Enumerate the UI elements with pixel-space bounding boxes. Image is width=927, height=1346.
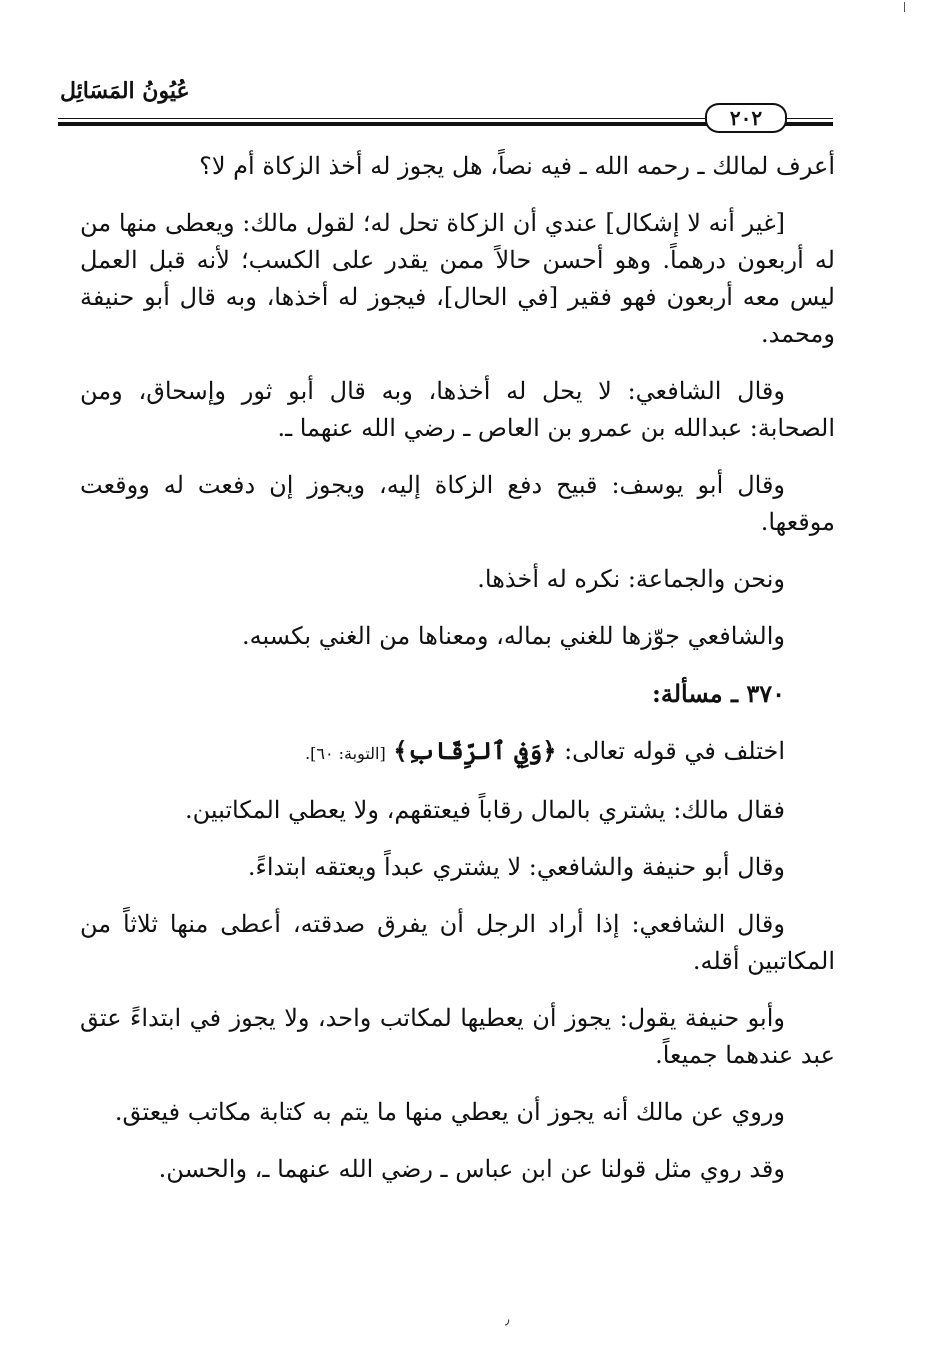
page-number: ٢٠٢	[729, 106, 763, 130]
paragraph-4: وقال أبو يوسف: قبيح دفع الزكاة إليه، ويجوز إن دفعت له ووقعت موقعها.	[80, 471, 835, 536]
quran-intro: اختلف في قوله تعالى:	[564, 737, 785, 765]
paragraph-3: وقال الشافعي: لا يحل له أخذها، وبه قال أبو ثور وإسحاق، ومن الصحابة: عبدالله بن عمرو بن العاص ـ رضي الله عنهما ـ.	[80, 377, 835, 442]
paragraph-9: وقال الشافعي: إذا أراد الرجل أن يفرق صدقته، أعطى منها ثلاثاً من المكاتبين أقله.	[80, 910, 835, 975]
paragraph-8: وقال أبو حنيفة والشافعي: لا يشتري عبداً ويعتقه ابتداءً.	[247, 853, 785, 881]
paragraph-5: ونحن والجماعة: نكره له أخذها.	[477, 565, 785, 593]
paragraph-2: [غير أنه لا إشكال] عندي أن الزكاة تحل له؛ لقول مالك: ويعطى منها من له أربعون درهماً. وهو أحسن حالاً ممن يقدر على الكسب؛ لأنه قبل العمل ليس معه أربعون فهو فقير [في الحال]، فيجوز له أخذها، وبه قال أبو حنيفة ومحمد.	[80, 209, 835, 348]
running-header-title: عُيُونُ المَسَائِل	[60, 78, 190, 104]
quran-paragraph	[80, 732, 835, 772]
body-text	[80, 148, 835, 1208]
issue-heading: ٣٧٠ ـ مسألة:	[651, 679, 785, 708]
paragraph-1: أعرف لمالك ـ رحمه الله ـ فيه نصاً، هل يجوز له أخذ الزكاة أم لا؟	[199, 152, 835, 180]
footer-mark: ٫	[505, 1312, 510, 1328]
scan-mark	[904, 2, 905, 12]
paragraph-10: وأبو حنيفة يقول: يجوز أن يعطيها لمكاتب واحد، ولا يجوز في ابتداءً عتق عبد عندهما جميعاً.	[80, 1004, 835, 1069]
paragraph-6: والشافعي جوّزها للغني بماله، ومعناها من الغني بكسبه.	[242, 622, 785, 650]
paragraph-11: وروي عن مالك أنه يجوز أن يعطي منها ما يتم به كتابة مكاتب فيعتق.	[114, 1098, 785, 1126]
quran-reference: [التوبة: ٦٠].	[305, 744, 386, 763]
quran-verse: ﴿وَفِي ٱلرِّقَابِ﴾	[393, 736, 557, 765]
paragraph-12: وقد روي مثل قولنا عن ابن عباس ـ رضي الله عنهما ـ، والحسن.	[158, 1155, 785, 1183]
page-number-badge	[705, 103, 787, 133]
paragraph-7: فقال مالك: يشتري بالمال رقاباً فيعتقهم، ولا يعطي المكاتبين.	[184, 796, 785, 824]
